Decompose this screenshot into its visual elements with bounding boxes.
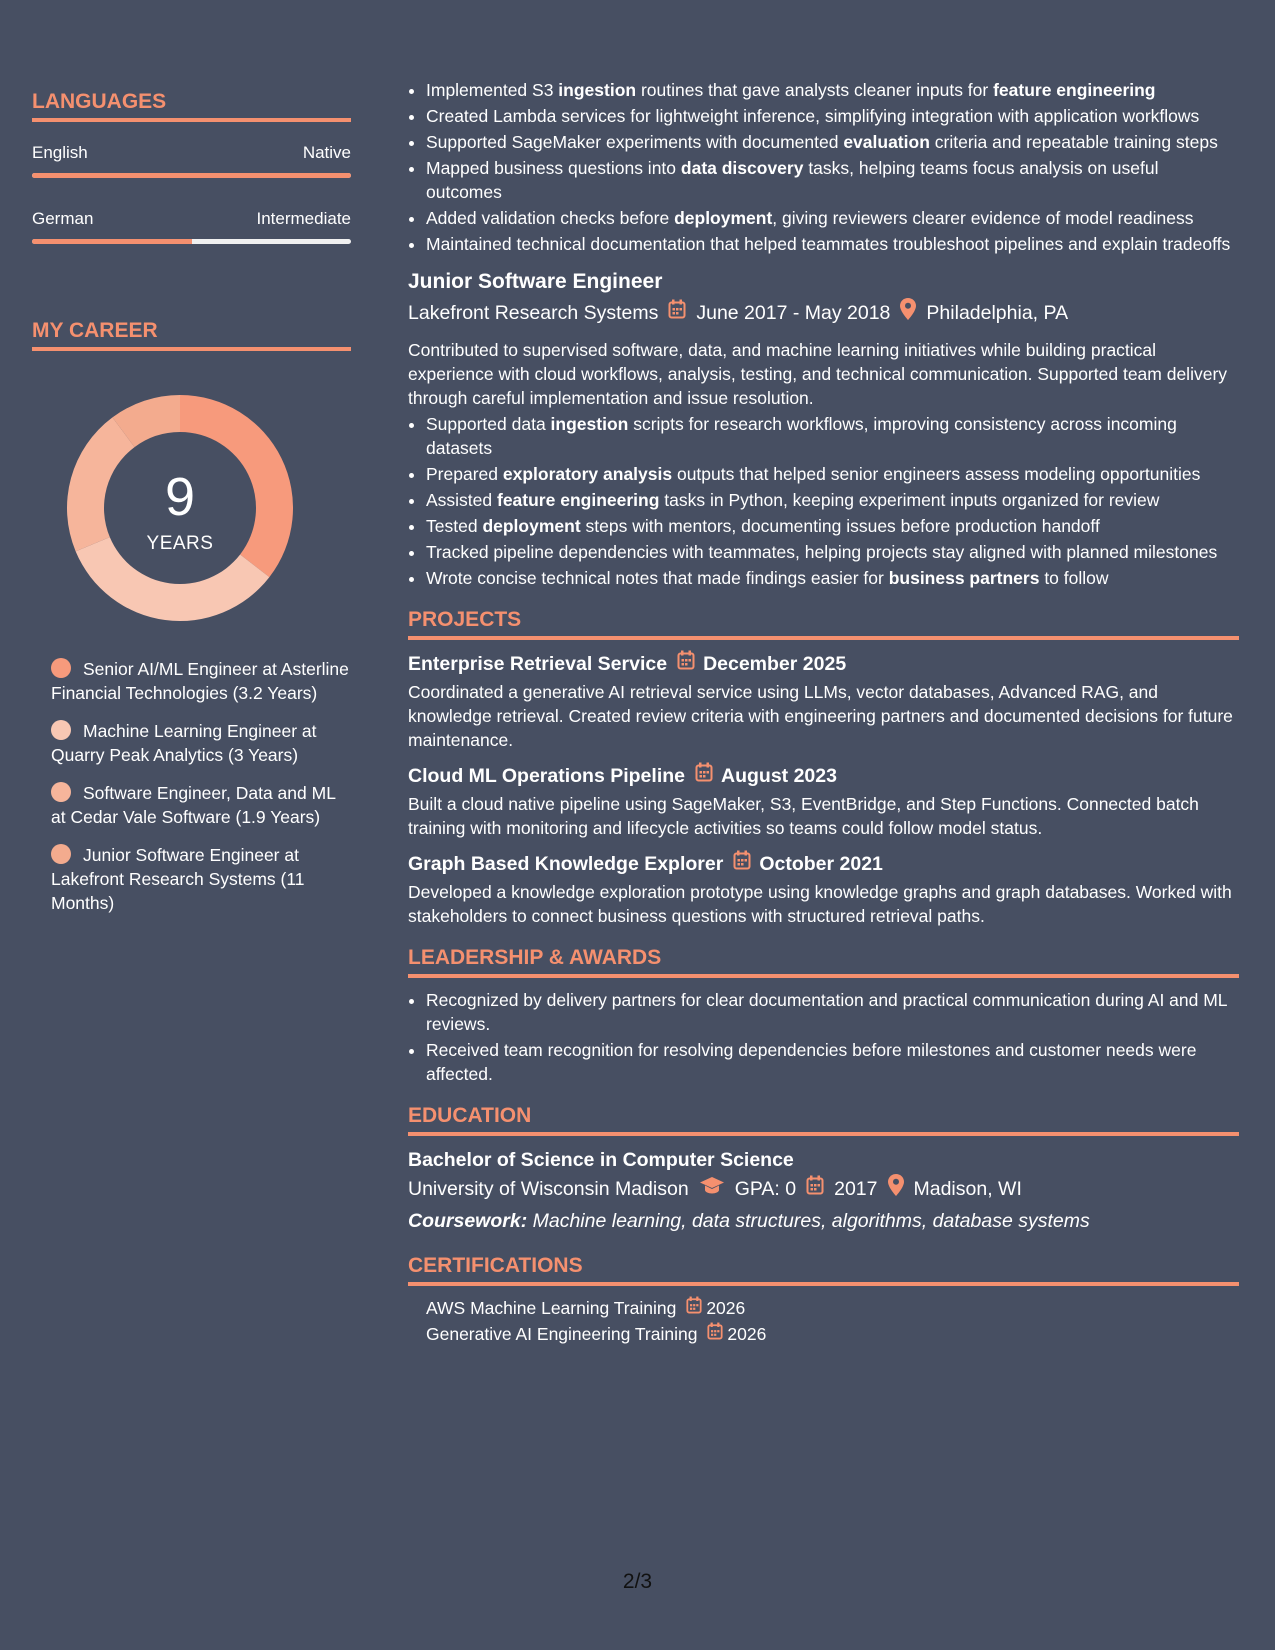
- education-location: Madison, WI: [913, 1178, 1022, 1200]
- project-name: Cloud ML Operations Pipeline: [408, 765, 685, 787]
- certification-item: [426, 1322, 1239, 1346]
- job-location: Philadelphia, PA: [926, 302, 1069, 324]
- calendar-icon: [668, 299, 686, 327]
- project-date: August 2023: [721, 765, 837, 787]
- job-title: Junior Software Engineer: [408, 270, 663, 293]
- language-item-english: [32, 142, 351, 178]
- job-meta: [408, 298, 1239, 328]
- bullet-item: • Mapped business questions into data discovery tasks, helping teams focus analysis on useful outcomes: [426, 156, 1239, 204]
- education-gpa: GPA: 0: [734, 1178, 797, 1200]
- page-number: 2/3: [622, 1570, 653, 1593]
- language-bar-fill: [32, 173, 351, 178]
- legend-label: Machine Learning Engineer at Quarry Peak Analytics (3 Years): [51, 721, 317, 765]
- calendar-icon: [686, 1296, 702, 1320]
- language-name: German: [32, 209, 94, 228]
- job-summary: Contributed to supervised software, data, and machine learning initiatives while building practical experience with cloud workflows, analysis, testing, and technical communication. Supported team delivery through careful implementation and issue resolution.: [408, 340, 1228, 408]
- bullet-item: • Tracked pipeline dependencies with teammates, helping projects stay aligned with planned milestones: [426, 540, 1239, 564]
- project-date: December 2025: [703, 653, 847, 675]
- language-name: English: [32, 143, 88, 162]
- certification-item: [426, 1296, 1239, 1320]
- calendar-icon: [707, 1322, 723, 1346]
- legend-label: Software Engineer, Data and ML at Cedar Vale Software (1.9 Years): [51, 783, 336, 827]
- career-donut-chart: [67, 395, 293, 621]
- career-legend: [51, 657, 351, 915]
- coursework: [408, 1206, 1239, 1236]
- calendar-icon: [806, 1175, 824, 1203]
- education-meta: [408, 1174, 1239, 1204]
- project-description: Coordinated a generative AI retrieval service using LLMs, vector databases, Advanced RAG, and knowledge retrieval. Created review criteria with engineering partners and documented decisions for future maintenance.: [408, 682, 1233, 750]
- certification-year: 2026: [706, 1298, 746, 1318]
- career-total-unit: YEARS: [146, 533, 214, 554]
- job-bullets: [408, 412, 1239, 590]
- location-pin-icon: [888, 1174, 904, 1204]
- education-title: EDUCATION: [408, 1104, 1239, 1136]
- graduation-cap-icon: [699, 1175, 725, 1203]
- legend-item: [51, 781, 351, 829]
- school-name: University of Wisconsin Madison: [408, 1178, 689, 1200]
- project-item: [408, 762, 1239, 840]
- job-dates: June 2017 - May 2018: [696, 302, 891, 324]
- language-bar-fill: [32, 239, 192, 244]
- bullet-item: • Added validation checks before deployment, giving reviewers clearer evidence of model readiness: [426, 206, 1239, 230]
- bullet-item: • Implemented S3 ingestion routines that gave analysts cleaner inputs for feature engineering: [426, 78, 1239, 102]
- bullet-item: • Supported data ingestion scripts for research workflows, improving consistency across incoming datasets: [426, 412, 1239, 460]
- project-name: Graph Based Knowledge Explorer: [408, 853, 724, 875]
- legend-item: [51, 719, 351, 767]
- languages-title: LANGUAGES: [32, 90, 351, 122]
- previous-job-bullets: [408, 78, 1239, 256]
- language-bar: [32, 173, 351, 178]
- bullet-item: • Tested deployment steps with mentors, documenting issues before production handoff: [426, 514, 1239, 538]
- certification-name: Generative AI Engineering Training: [426, 1324, 698, 1344]
- projects-title: PROJECTS: [408, 608, 1239, 640]
- bullet-item: • Assisted feature engineering tasks in Python, keeping experiment inputs organized for review: [426, 488, 1239, 512]
- project-date: October 2021: [759, 853, 883, 875]
- degree-title: Bachelor of Science in Computer Science: [408, 1149, 794, 1171]
- leadership-item: • Received team recognition for resolving dependencies before milestones and customer needs were affected.: [426, 1038, 1239, 1086]
- coursework-text: Machine learning, data structures, algorithms, database systems: [532, 1210, 1090, 1232]
- legend-swatch: [51, 658, 71, 678]
- bullet-item: • Maintained technical documentation that helped teammates troubleshoot pipelines and explain tradeoffs: [426, 232, 1239, 256]
- leadership-title: LEADERSHIP & AWARDS: [408, 946, 1239, 978]
- location-pin-icon: [900, 298, 916, 328]
- career-title: MY CAREER: [32, 319, 351, 351]
- certification-name: AWS Machine Learning Training: [426, 1298, 677, 1318]
- legend-item: [51, 843, 351, 915]
- language-item-german: [32, 208, 351, 244]
- calendar-icon: [733, 850, 751, 878]
- language-level: Intermediate: [256, 209, 351, 228]
- project-description: Built a cloud native pipeline using SageMaker, S3, EventBridge, and Step Functions. Connected batch training with monitoring and lifecycle activities so teams could follow model status.: [408, 794, 1199, 838]
- project-name: Enterprise Retrieval Service: [408, 653, 668, 675]
- coursework-label: Coursework:: [408, 1210, 528, 1232]
- career-total-years: 9: [164, 467, 196, 527]
- certification-year: 2026: [727, 1324, 767, 1344]
- language-bar: [32, 239, 351, 244]
- bullet-item: • Prepared exploratory analysis outputs that helped senior engineers assess modeling opportunities: [426, 462, 1239, 486]
- calendar-icon: [677, 650, 695, 678]
- project-item: [408, 650, 1239, 752]
- certifications-title: CERTIFICATIONS: [408, 1254, 1239, 1286]
- calendar-icon: [695, 762, 713, 790]
- education-year: 2017: [834, 1178, 878, 1200]
- bullet-item: • Supported SageMaker experiments with documented evaluation criteria and repeatable training steps: [426, 130, 1239, 154]
- legend-label: Senior AI/ML Engineer at Asterline Financial Technologies (3.2 Years): [51, 659, 349, 703]
- bullet-item: • Wrote concise technical notes that made findings easier for business partners to follow: [426, 566, 1239, 590]
- legend-swatch: [51, 720, 71, 740]
- certifications-list: [408, 1296, 1239, 1346]
- legend-swatch: [51, 844, 71, 864]
- legend-item: [51, 657, 351, 705]
- bullet-item: • Created Lambda services for lightweight inference, simplifying integration with application workflows: [426, 104, 1239, 128]
- project-description: Developed a knowledge exploration prototype using knowledge graphs and graph databases. Worked with stakeholders to connect business questions with structured retrieval paths.: [408, 882, 1232, 926]
- project-item: [408, 850, 1239, 928]
- leadership-list: [408, 988, 1239, 1086]
- language-level: Native: [302, 143, 351, 162]
- main-content: [408, 78, 1239, 1348]
- sidebar: [32, 90, 351, 929]
- leadership-item: • Recognized by delivery partners for clear documentation and practical communication during AI and ML reviews.: [426, 988, 1239, 1036]
- legend-swatch: [51, 782, 71, 802]
- job-company: Lakefront Research Systems: [408, 302, 659, 324]
- legend-label: Junior Software Engineer at Lakefront Research Systems (11 Months): [51, 845, 305, 913]
